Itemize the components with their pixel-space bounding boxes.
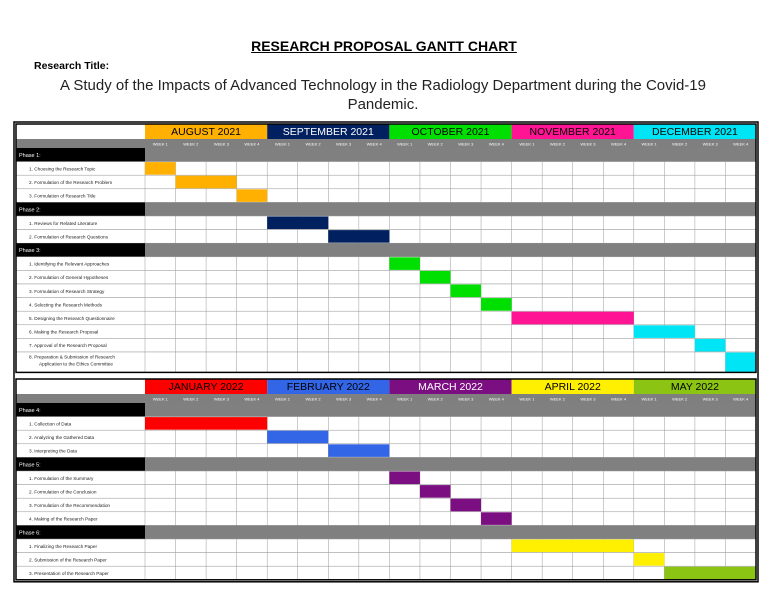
week-label: WEEK 4 (366, 141, 382, 147)
week-label: WEEK 1 (641, 141, 657, 147)
task-label: 6. Making the Research Proposal (29, 329, 99, 335)
task-bar (512, 540, 634, 553)
month-label: JANUARY 2022 (168, 381, 244, 393)
week-label: WEEK 2 (305, 396, 321, 402)
week-label: WEEK 2 (183, 396, 199, 402)
phase-row (145, 525, 756, 539)
phase-label: Phase 2: (19, 207, 41, 214)
week-label: WEEK 3 (336, 396, 352, 402)
week-label: WEEK 4 (244, 141, 260, 147)
phase-row (145, 457, 756, 471)
week-label: WEEK 3 (580, 141, 596, 147)
task-row (16, 485, 756, 499)
week-label: WEEK 3 (458, 141, 474, 147)
task-label: 3. Formulation of the Recommendation (29, 503, 111, 508)
task-row (16, 566, 756, 580)
task-row (16, 162, 756, 176)
task-bar (481, 298, 512, 311)
task-label: 2. Formulation of Research Questions (29, 234, 108, 240)
task-label: 7. Approval of the Research Proposal (29, 343, 107, 349)
task-label: 2. Formulation of the Research Problem (29, 180, 113, 185)
task-bar (664, 567, 756, 580)
task-bar (451, 499, 482, 512)
week-label: WEEK 3 (702, 141, 718, 147)
task-bar (389, 257, 420, 270)
month-label: APRIL 2022 (544, 381, 601, 393)
month-label: OCTOBER 2021 (411, 126, 490, 138)
task-bar (481, 512, 512, 525)
week-label: WEEK 3 (580, 396, 596, 402)
task-bar (145, 162, 176, 175)
task-label: 2. Formulation of the Conclusion (29, 489, 97, 495)
task-bar (512, 312, 634, 325)
week-label: WEEK 2 (183, 141, 199, 147)
task-bar (634, 325, 695, 338)
task-bar (328, 444, 389, 457)
task-bar (176, 176, 237, 189)
task-label: 5. Designing the Research Questionnaire (29, 316, 115, 321)
week-label: WEEK 2 (305, 141, 321, 147)
week-label: WEEK 4 (366, 396, 382, 402)
month-label: AUGUST 2021 (171, 126, 242, 138)
task-label: 1. Reviews for Related Literature (29, 220, 98, 226)
week-label: WEEK 2 (549, 396, 565, 402)
task-bar (389, 472, 420, 485)
task-label: 1. Choosing the Research Topic (29, 166, 96, 172)
task-label: 3. Formulation of Research Title (29, 193, 96, 199)
week-label: WEEK 1 (152, 396, 168, 402)
task-bar (237, 189, 268, 202)
week-label: WEEK 4 (244, 396, 260, 402)
task-label: 2. Analyzing the Gathered Data (29, 435, 95, 440)
task-label: 4. Selecting the Research Methods (29, 302, 102, 308)
task-bar (451, 285, 482, 298)
phase-label: Phase 4: (19, 408, 41, 414)
month-label: FEBRUARY 2022 (286, 381, 370, 393)
task-label: 3. Formulation of Research Strategy (29, 288, 105, 294)
week-label: WEEK 4 (733, 396, 749, 402)
task-row (16, 430, 756, 444)
task-row (16, 175, 756, 189)
week-label: WEEK 4 (610, 141, 627, 147)
task-label: 1. Formulation of the Summary (29, 475, 94, 481)
task-bar (420, 271, 451, 284)
week-label: WEEK 1 (274, 396, 291, 402)
task-label: 2. Submission of the Research Paper (29, 557, 107, 563)
week-label: WEEK 3 (458, 396, 474, 402)
task-row (16, 311, 756, 325)
task-row (16, 338, 756, 352)
task-bar (267, 431, 328, 444)
task-row (16, 498, 756, 512)
week-label: WEEK 1 (641, 396, 657, 402)
task-label: 1. Identifying the Relevant Approaches (29, 261, 110, 267)
task-row (16, 352, 756, 372)
week-label: WEEK 1 (519, 396, 535, 402)
task-bar (145, 417, 267, 430)
phase-row (145, 403, 756, 417)
week-label: WEEK 2 (427, 396, 443, 402)
task-bar (634, 553, 665, 566)
task-label: 3. Interpreting the Data (29, 448, 77, 454)
task-bar (328, 230, 389, 243)
week-label: WEEK 4 (488, 396, 504, 402)
week-label: WEEK 3 (213, 396, 229, 402)
phase-row (145, 148, 756, 162)
phase-label: Phase 6: (19, 530, 41, 537)
week-label: WEEK 1 (274, 141, 291, 147)
week-label: WEEK 4 (733, 141, 749, 147)
task-label: Application to the Ethics Committee (39, 361, 113, 367)
research-title-text: A Study of the Impacts of Advanced Technology in the Radiology Department during the Covid-19 Pandemic. (60, 77, 706, 113)
task-bar (420, 485, 451, 498)
task-row (16, 216, 756, 230)
task-label: 1. Collection of Data (29, 421, 72, 427)
week-label: WEEK 1 (397, 141, 413, 147)
week-label: WEEK 1 (397, 396, 413, 402)
task-row (16, 189, 756, 203)
task-label: 8. Preparation & Submission of Research (29, 354, 115, 360)
document-title: RESEARCH PROPOSAL GANTT CHART (251, 38, 517, 54)
month-label: MAY 2022 (670, 381, 719, 393)
task-row (16, 270, 756, 284)
month-label: DECEMBER 2021 (652, 126, 738, 138)
phase-label: Phase 1: (19, 153, 41, 159)
month-label: NOVEMBER 2021 (529, 126, 616, 138)
week-label: WEEK 2 (672, 141, 688, 147)
task-row (16, 539, 756, 553)
task-bar (267, 217, 328, 230)
week-label: WEEK 3 (336, 141, 352, 147)
task-row (16, 284, 756, 298)
task-bar (695, 339, 726, 352)
phase-row (145, 243, 756, 257)
research-title-label: Research Title: (34, 60, 110, 72)
month-label: MARCH 2022 (418, 381, 483, 393)
week-label: WEEK 1 (519, 141, 535, 147)
task-label: 3. Presentation of the Research Paper (29, 571, 109, 576)
task-row (16, 417, 756, 431)
task-label: 1. Finalizing the Research Paper (29, 543, 98, 549)
task-row (16, 298, 756, 312)
week-label: WEEK 4 (610, 396, 627, 402)
phase-label: Phase 3: (19, 248, 41, 255)
month-label: SEPTEMBER 2021 (282, 126, 374, 138)
week-label: WEEK 2 (549, 141, 565, 147)
phase-row (145, 202, 756, 216)
task-row (16, 512, 756, 526)
task-row (16, 471, 756, 485)
week-label: WEEK 4 (488, 141, 504, 147)
week-label: WEEK 3 (702, 396, 718, 402)
week-label: WEEK 1 (152, 141, 168, 147)
task-row (16, 257, 756, 271)
phase-label: Phase 5: (19, 462, 41, 469)
task-label: 4. Making of the Research Paper (29, 516, 98, 522)
week-label: WEEK 2 (672, 396, 688, 402)
task-bar (725, 353, 756, 372)
task-label: 2. Formulation of General Hypotheses (29, 275, 109, 281)
week-label: WEEK 3 (213, 141, 229, 147)
week-label: WEEK 2 (427, 141, 443, 147)
